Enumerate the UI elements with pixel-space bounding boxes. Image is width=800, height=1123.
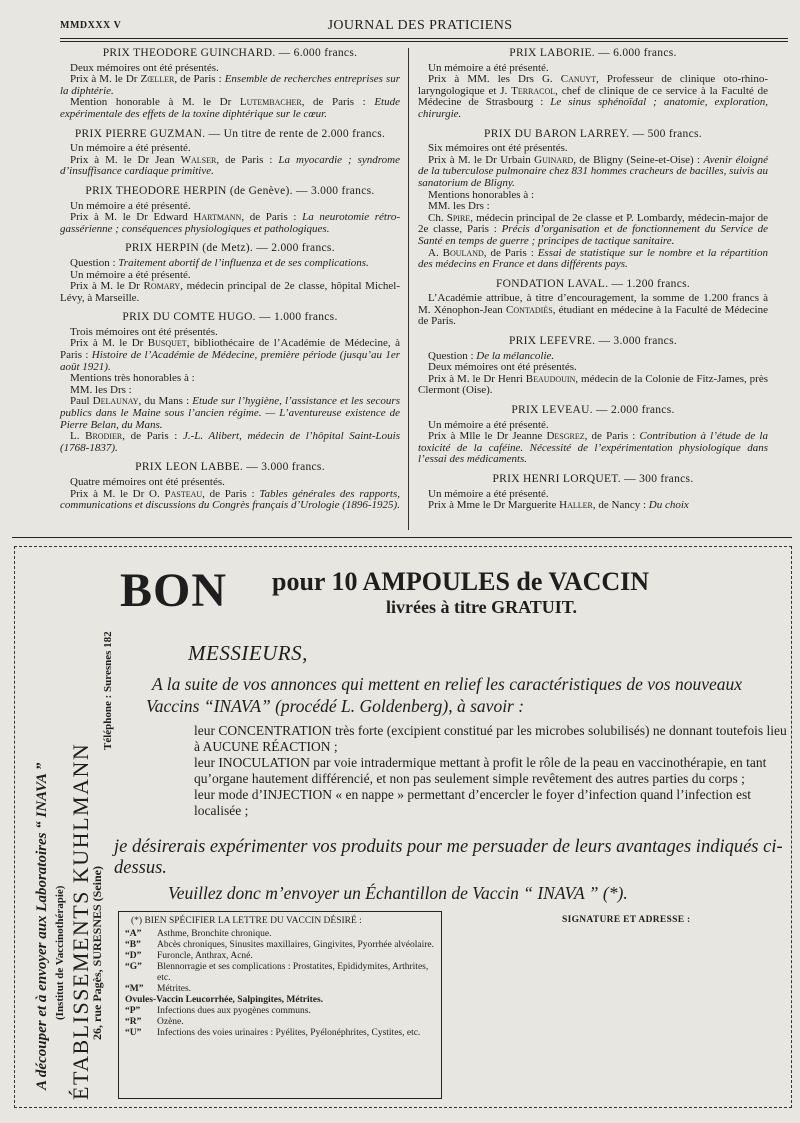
paragraph: Prix à Mme le Dr Marguerite Haller, de Nancy : Du choix xyxy=(428,499,689,512)
vaccine-indication: Métrites. xyxy=(157,984,192,994)
paragraph: Un mémoire a été présenté. xyxy=(428,487,549,500)
institute-name: (Institut de Vaccinothérapie) xyxy=(54,885,66,1020)
vaccine-row xyxy=(125,1028,435,1039)
paragraph: Deux mémoires ont été présentés. xyxy=(428,361,577,374)
vaccine-indication: Ozène. xyxy=(157,1017,184,1027)
prize-title-leveau: PRIX LEVEAU. — 2.000 francs. xyxy=(511,404,675,417)
page-header xyxy=(60,14,780,36)
list-item: leur mode d’INJECTION « en nappe » permettant d’encercler le foyer d’infection quand l’infection est localisée ; xyxy=(194,787,752,818)
prize-title-herpin-metz: PRIX HERPIN (de Metz). — 2.000 francs. xyxy=(125,242,335,255)
paragraph: Prix à M. le Dr Henri Beaudouin, médecin de la Colonie de Fitz-James, près Clermont (Oise). xyxy=(418,372,768,397)
paragraph: Un mémoire a été présenté. xyxy=(70,268,191,281)
prize-title-laborie: PRIX LABORIE. — 6.000 francs. xyxy=(509,47,677,59)
issue-code: MMDXXX V xyxy=(60,20,122,31)
paragraph: Paul Delaunay, du Mans : Etude sur l’hygiène, l’assistance et les secours publics dans le Maine sous l’ancien régime. — L’aventureuse existence de Pierre Belan, du Mans. xyxy=(60,395,400,431)
vaccine-row xyxy=(125,962,435,984)
paragraph: Deux mémoires ont été présentés. xyxy=(70,61,219,74)
right-column xyxy=(418,48,768,512)
vaccine-indication: Furoncle, Anthrax, Acné. xyxy=(157,951,253,961)
paragraph: L’Académie attribue, à titre d’encouragement, la somme de 1.200 francs à M. Xénophon-Jean Contadiès, étudiant en médecine à la Faculté de Médecine de Paris. xyxy=(418,292,768,328)
paragraph: Mentions honorables à : xyxy=(428,188,535,201)
vaccine-row xyxy=(125,940,435,951)
vaccine-code: “P” xyxy=(125,1006,141,1016)
signature-label: SIGNATURE ET ADRESSE : xyxy=(562,915,691,925)
vaccine-row xyxy=(125,995,435,1006)
vaccine-indication: Infections des voies urinaires : Pyélites, Pyélonéphrites, Cystites, etc. xyxy=(157,1028,421,1038)
paragraph: Quatre mémoires ont été présentés. xyxy=(70,476,225,488)
intro-paragraph: A la suite de vos annonces qui mettent en relief les caractéristiques de vos nouveaux Vaccins “INAVA” (procédé L. Goldenberg), à savoir : xyxy=(146,674,742,716)
box-heading: (*) BIEN SPÉCIFIER LA LETTRE DU VACCIN DÉSIRÉ : xyxy=(131,916,362,926)
vaccine-code: “D” xyxy=(125,951,142,961)
paragraph: Mentions très honorables à : xyxy=(70,372,195,385)
paragraph: Un mémoire a été présenté. xyxy=(70,142,191,155)
vaccine-indication: Abcès chroniques, Sinusites maxillaires, Gingivites, Pyorrhée alvéolaire. xyxy=(157,940,435,950)
company-phone: Téléphone : Suresnes 182 xyxy=(102,631,114,750)
paragraph: Prix à M. le Dr O. Pasteau, de Paris : Tables générales des rapports, communications et discussions du Congrès français d’Urologie (1896-1925). xyxy=(60,487,400,512)
paragraph: Mention honorable à M. le Dr Lutembacher, de Paris : Etude expérimentale des effets de la toxine diphtérique sur le cœur. xyxy=(60,96,400,120)
company-name: ÉTABLISSEMENTS KUHLMANN xyxy=(68,742,93,1100)
vaccine-indication: Ovules-Vaccin Leucorrhée, Salpingites, Métrites. xyxy=(125,995,324,1005)
prize-title-lefevre: PRIX LEFEVRE. — 3.000 francs. xyxy=(508,335,678,348)
paragraph: MM. les Drs : xyxy=(70,383,132,396)
vaccine-indication: Blennorragie et ses complications : Prostatites, Epididymites, Arthrites, etc. xyxy=(157,962,429,983)
section-rule xyxy=(12,537,792,538)
vaccine-row xyxy=(125,951,435,962)
company-address: 26, rue Pagès, SURESNES (Seine) xyxy=(90,865,104,1040)
offer-line: pour 10 AMPOULES de VACCIN xyxy=(272,567,650,596)
journal-title: JOURNAL DES PRATICIENS xyxy=(327,18,513,33)
bon-heading: BON xyxy=(120,564,228,617)
vaccine-letter-box xyxy=(118,911,442,1099)
vaccine-code: “U” xyxy=(125,1028,142,1038)
vaccine-row xyxy=(125,1017,435,1028)
paragraph: Prix à MM. les Drs G. Canuyt, Professeur de clinique oto-rhino-laryngologique et J. Terracol, chef de clinique de ce service à la Faculté de Médecine de Strasbourg : Le sinus sphénoïdal ; anatomie, exploration, chirurgie. xyxy=(418,73,768,120)
vaccine-code: “A” xyxy=(125,929,142,939)
prize-title-larrey: PRIX DU BARON LARREY. — 500 francs. xyxy=(484,127,702,140)
list-item: leur CONCENTRATION très forte (excipient constitué par les microbes solubilisés) ne donnant toutefois lieu à AUCUNE RÉACTION ; xyxy=(194,723,787,754)
paragraph: Ch. Spire, médecin principal de 2e classe et P. Lombardy, médecin-major de 2e classe, Paris : Précis d’organisation et de fonctionnement du Service de Santé en temps de guerre ; principes de tactique sanitaire. xyxy=(418,211,768,247)
request-paragraph: je désirerais expérimenter vos produits pour me persuader de leurs avantages indiqués ci-dessus. xyxy=(114,837,783,878)
header-rule-thin xyxy=(60,41,788,42)
paragraph: Six mémoires ont été présentés. xyxy=(428,142,568,155)
header-rule xyxy=(60,38,788,39)
vaccine-code: “G” xyxy=(125,962,142,972)
paragraph: Prix à M. le Dr Busquet, bibliothécaire de l’Académie de Médecine, à Paris : Histoire de l’Académie de Médecine, première période (jusqu’au 1er août 1921). xyxy=(60,337,400,373)
paragraph: Trois mémoires ont été présentés. xyxy=(70,325,218,338)
prize-title-guinchard: PRIX THEODORE GUINCHARD. — 6.000 francs. xyxy=(102,47,358,59)
characteristics-list xyxy=(194,723,788,819)
sample-request: Veuillez donc m’envoyer un Échantillon de Vaccin “ INAVA ” (*). xyxy=(168,883,628,903)
paragraph: Un mémoire a été présenté. xyxy=(70,199,191,212)
column-divider xyxy=(408,48,409,530)
paragraph: Prix à M. le Dr Romary, médecin principal de 2e classe, hôpital Michel-Lévy, à Marseille. xyxy=(60,280,400,304)
paragraph: Question : De la mélancolie. xyxy=(428,349,555,362)
left-column xyxy=(60,48,400,512)
paragraph: Prix à M. le Dr Zœller, de Paris : Ensemble de recherches entreprises sur la diphtérie. xyxy=(60,73,400,97)
paragraph: Prix à M. le Dr Jean Walser, de Paris : La myocardie ; syndrome d’insuffisance cardiaque primitive. xyxy=(60,153,400,178)
vaccine-indication: Asthme, Bronchite chronique. xyxy=(157,929,272,939)
paragraph: Un mémoire a été présenté. xyxy=(428,61,549,74)
offer-subline: livrées à titre GRATUIT. xyxy=(386,597,577,617)
prize-title-laval: FONDATION LAVAL. — 1.200 francs. xyxy=(495,277,691,290)
paragraph: Prix à M. le Dr Urbain Guinard, de Bligny (Seine-et-Oise) : Avenir éloigné de la tuberculose pulmonaire chez 831 hommes cracheurs de bacilles, suivis au sanatorium de Bligny. xyxy=(418,153,768,189)
prize-title-herpin-geneve: PRIX THEODORE HERPIN (de Genève). — 3.000 francs. xyxy=(85,184,375,197)
vaccine-indication: Infections dues aux pyogènes communs. xyxy=(157,1006,311,1016)
paragraph: Question : Traitement abortif de l’influenza et de ses complications. xyxy=(70,256,369,269)
prize-title-labbe: PRIX LEON LABBE. — 3.000 francs. xyxy=(135,461,325,474)
coupon-side-text xyxy=(18,550,114,1102)
prize-title-guzman: PRIX PIERRE GUZMAN. — Un titre de rente de 2.000 francs. xyxy=(74,127,386,140)
paragraph: Prix à Mlle le Dr Jeanne Desgrez, de Paris : Contribution à l’étude de la toxicité de la caféine. Nécessité de l’expérimentation physiologique dans l’essai des médicaments. xyxy=(418,430,768,466)
vaccine-code: “R” xyxy=(125,1017,142,1027)
vaccine-row xyxy=(125,929,435,940)
paragraph: A. Bouland, de Paris : Essai de statistique sur le nombre et la répartition des médecins en France et dans différents pays. xyxy=(418,246,768,271)
vaccine-row xyxy=(125,984,435,995)
paragraph: Un mémoire a été présenté. xyxy=(428,418,549,431)
prize-title-lorquet: PRIX HENRI LORQUET. — 300 francs. xyxy=(492,473,694,485)
salutation: MESSIEURS, xyxy=(188,641,308,665)
paragraph: L. Brodier, de Paris : J.-L. Alibert, médecin de l’hôpital Saint-Louis (1768-1837). xyxy=(60,430,400,454)
cut-instruction: A découper et à envoyer aux Laboratoires “ INAVA ” xyxy=(34,762,50,1090)
vaccine-row xyxy=(125,1006,435,1017)
paragraph: MM. les Drs : xyxy=(428,200,490,213)
list-item: leur INOCULATION par voie intradermique mettant à profit le rôle de la peau en vaccinothérapie, en tant qu’organe hautement différencié, et non pas seulement simple revêtement des autres parties du corps ; xyxy=(194,755,767,786)
vaccine-code: “B” xyxy=(125,940,141,950)
paragraph: Prix à M. le Dr Edward Hartmann, de Paris : La neurotomie rétro-gassérienne ; conséquences physiologiques et pathologiques. xyxy=(60,211,400,235)
vaccine-code: “M” xyxy=(125,984,144,994)
prize-title-hugo: PRIX DU COMTE HUGO. — 1.000 francs. xyxy=(122,311,338,324)
